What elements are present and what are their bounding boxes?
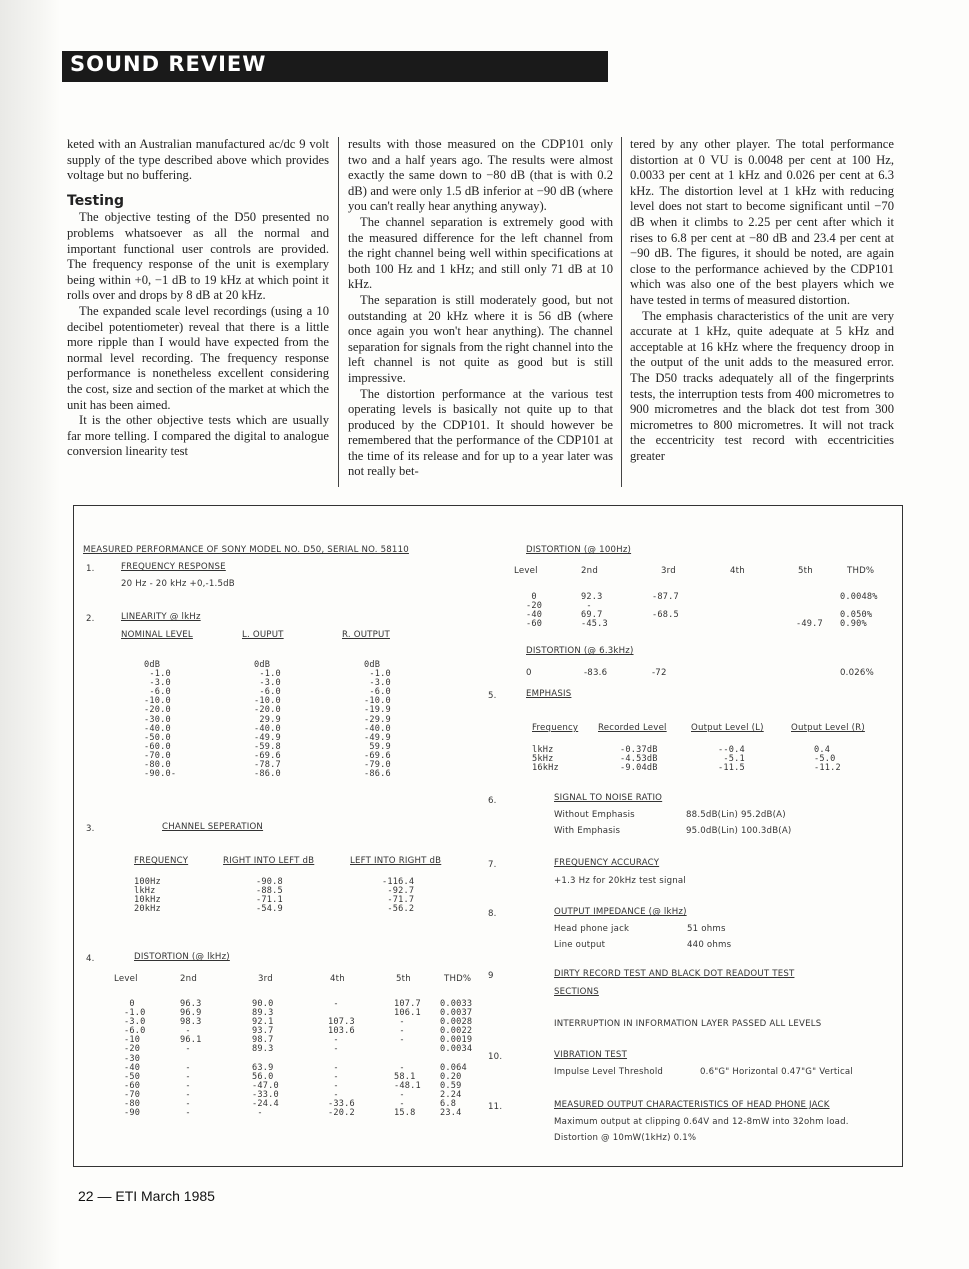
article-column-1: [67, 137, 329, 460]
separation-header-right-into-left: RIGHT INTO LEFT dB: [223, 856, 315, 866]
distortion-3rd-column: 90.0 89.3 92.1 93.7 98.7 89.3 63.9 56.0 -47.0 -33.0 -24.4 -: [252, 999, 279, 1119]
output-impedance-label-headphone: Head phone jack: [554, 924, 630, 934]
section-number: 3.: [86, 824, 95, 834]
section-number: 5.: [488, 691, 497, 701]
paragraph: The distortion performance at the various test operating levels is basically not quite up to that produced by the CDP101. It should however be remembered that the performance of the CDP101 at the time of its release and for up to a year later was not really bet-: [348, 386, 613, 479]
distortion-header-5th: 5th: [396, 974, 411, 984]
distortion-header-thd: THD%: [444, 974, 472, 984]
linearity-header-left: L. OUPUT: [242, 630, 284, 640]
linearity-left-column: 0dB -1.0 -3.0 -6.0 -10.0 -20.0 29.9 -40.0 -49.9 -59.8 -69.6 -78.7 -86.0: [254, 660, 281, 780]
distortion-header-level: Level: [114, 974, 138, 984]
channel-separation-title: CHANNEL SEPERATION: [162, 822, 264, 832]
distortion-100hz-title: DISTORTION (@ 100Hz): [526, 545, 632, 555]
separation-frequency-column: 100Hz lkHz 10kHz 20kHz: [134, 877, 161, 915]
headphone-output-line-2: Distortion @ 10mW(1kHz) 0.1%: [554, 1133, 697, 1143]
section-header-bar: [62, 51, 608, 82]
distortion-header-2nd: 2nd: [180, 974, 197, 984]
distortion-100hz-3rd-column: -87.7 -68.5: [652, 592, 679, 621]
output-impedance-title: OUTPUT IMPEDANCE (@ lkHz): [554, 907, 687, 917]
distortion-1khz-title: DISTORTION (@ lkHz): [134, 952, 230, 962]
paragraph: keted with an Australian manufactured ac/dc 9 volt supply of the type described above which provides voltage but no buffering.: [67, 137, 329, 183]
emphasis-header-output-right: Output Level (R): [791, 723, 865, 733]
signal-noise-value-with: 95.0dB(Lin) 100.3dB(A): [686, 826, 792, 836]
headphone-output-line-1: Maximum output at clipping 0.64V and 12-8mW into 32ohm load.: [554, 1117, 849, 1127]
distortion-thd-column: 0.0033 0.0037 0.0028 0.0022 0.0019 0.0034 0.064 0.20 0.59 2.24 6.8 23.4: [440, 999, 473, 1119]
distortion-100hz-level-column: 0 -20 -40 -60: [526, 592, 543, 630]
separation-header-left-into-right: LEFT INTO RIGHT dB: [350, 856, 442, 866]
dirty-record-title: DIRTY RECORD TEST AND BLACK DOT READOUT TEST: [554, 969, 795, 979]
emphasis-header-recorded: Recorded Level: [598, 723, 667, 733]
headphone-output-title: MEASURED OUTPUT CHARACTERISTICS OF HEAD PHONE JACK: [554, 1100, 830, 1110]
distortion-6khz-3rd: -72: [652, 668, 667, 678]
emphasis-output-right-column: 0.4 -5.0 -11.2: [814, 745, 841, 774]
distortion-6khz-thd: 0.026%: [840, 668, 874, 678]
page-edge-shadow: [0, 0, 60, 1269]
article-column-3: [630, 137, 894, 464]
emphasis-frequency-column: lkHz 5kHz 16kHz: [532, 745, 559, 774]
distortion-2nd-column: 96.3 96.9 98.3 - 96.1 - - - - - - -: [180, 999, 202, 1119]
column-rule: [338, 137, 339, 487]
section-number: 1.: [86, 564, 95, 574]
emphasis-output-left-column: --0.4 -5.1 -11.5: [718, 745, 745, 774]
distortion-header-3rd: 3rd: [258, 974, 273, 984]
distortion-100hz-header-thd: THD%: [847, 566, 875, 576]
distortion-100hz-header-level: Level: [514, 566, 538, 576]
distortion-100hz-header-4th: 4th: [730, 566, 745, 576]
paragraph: The expanded scale level recordings (using a 10 decibel potentiometer) reveal that there is a little more ripple than I would have expected from the normal level recording. The frequency response performance is nonetheless excellent considering the cost, size and section of the market at which the unit has been aimed.: [67, 303, 329, 412]
measured-performance-box: [73, 505, 903, 1167]
linearity-header-nominal: NOMINAL LEVEL: [121, 630, 193, 640]
linearity-title: LINEARITY @ lkHz: [121, 612, 201, 622]
box-title: MEASURED PERFORMANCE OF SONY MODEL NO. D50, SERIAL NO. 58110: [83, 545, 409, 555]
column-rule: [621, 137, 622, 487]
distortion-6khz-2nd: -83.6: [584, 668, 608, 678]
section-number: 10.: [488, 1052, 503, 1062]
subheading-testing: Testing: [67, 192, 124, 209]
signal-noise-label-without: Without Emphasis: [554, 810, 635, 820]
vibration-test-value: 0.6"G" Horizontal 0.47"G" Vertical: [700, 1067, 853, 1077]
separation-header-frequency: FREQUENCY: [134, 856, 189, 866]
article-column-2: [348, 137, 613, 480]
emphasis-header-frequency: Frequency: [532, 723, 579, 733]
emphasis-title: EMPHASIS: [526, 689, 572, 699]
frequency-accuracy-title: FREQUENCY ACCURACY: [554, 858, 660, 868]
distortion-100hz-5th-column: -49.7: [796, 619, 823, 630]
separation-rl-column: -90.8 -88.5 -71.1 -54.9: [256, 877, 283, 915]
section-number: 8.: [488, 909, 497, 919]
distortion-100hz-thd-column: 0.0048% 0.050% 0.90%: [840, 592, 878, 630]
paragraph: tered by any other player. The total performance distortion at 0 VU is 0.0048 per cent at 100 Hz, 0.0033 per cent at 1 kHz and 0.026 per cent at 6.3 kHz. The distortion level at 1 kHz with reducing level does not start to become significant until −70 dB when it climbs to 2.25 per cent after which it rises to 6.8 per cent at −80 dB and 23.4 per cent at −90 dB. The figures, it should be noted, are again close to the performance achieved by the CDP101 which was also one of the best players which we have tested in terms of measured distortion.: [630, 137, 894, 307]
distortion-6khz-level: 0: [526, 668, 532, 678]
section-number: 11.: [488, 1102, 503, 1112]
distortion-6khz-title: DISTORTION (@ 6.3kHz): [526, 646, 634, 656]
output-impedance-label-line: Line output: [554, 940, 606, 950]
section-number: 4.: [86, 954, 95, 964]
distortion-100hz-header-3rd: 3rd: [661, 566, 676, 576]
emphasis-recorded-column: -0.37dB -4.53dB -9.04dB: [620, 745, 658, 774]
distortion-5th-column: 107.7 106.1 - - - - 58.1 -48.1 - - 15.8: [394, 999, 421, 1119]
frequency-response-title: FREQUENCY RESPONSE: [121, 562, 226, 572]
linearity-header-right: R. OUTPUT: [342, 630, 390, 640]
distortion-4th-column: - 107.3 103.6 - - - - - - -33.6 -20.2: [328, 999, 355, 1119]
section-number: 6.: [488, 796, 497, 806]
section-number: 2.: [86, 614, 95, 624]
distortion-header-4th: 4th: [330, 974, 345, 984]
linearity-right-column: 0dB -1.0 -3.0 -6.0 -10.0 -19.9 -29.9 -40.0 -49.9 59.9 -69.6 -79.0 -86.6: [364, 660, 391, 780]
emphasis-header-output-left: Output Level (L): [691, 723, 764, 733]
paragraph: The objective testing of the D50 presented no problems whatsoever as all the normal and important functional user controls are provided. The frequency response of the unit is exemplary being within +0, −1 dB to 19 kHz at which point it rolls over and drops by 8 dB at 20 kHz.: [67, 210, 329, 303]
paragraph: The channel separation is extremely good with the measured difference for the left channel from the right channel being well within specifications at both 100 Hz and 1 kHz; and still only 71 dB at 10 kHz.: [348, 214, 613, 292]
paragraph: It is the other objective tests which are usually far more telling. I compared the digital to analogue conversion linearity test: [67, 413, 329, 459]
output-impedance-value-headphone: 51 ohms: [687, 924, 726, 934]
distortion-100hz-header-5th: 5th: [798, 566, 813, 576]
signal-noise-value-without: 88.5dB(Lin) 95.2dB(A): [686, 810, 786, 820]
page-footer: 22 — ETI March 1985: [78, 1188, 215, 1204]
distortion-100hz-2nd-column: 92.3 - 69.7 -45.3: [581, 592, 608, 630]
dirty-record-title-line2: SECTIONS: [554, 987, 599, 997]
vibration-test-label: Impulse Level Threshold: [554, 1067, 664, 1077]
paragraph: The emphasis characteristics of the unit are very accurate at 1 kHz, quite adequate at 5 kHz and acceptable at 16 kHz where the frequency droop in the output of the unit adds to the measured error. The D50 tracks adequately all of the fingerprints tests, the interruption tests from 400 micrometres to 900 micrometres and the black dot test from 300 micrometres to 800 micrometres. It will not track the eccentricity test record with eccentricities greater: [630, 308, 894, 463]
vibration-test-title: VIBRATION TEST: [554, 1050, 628, 1060]
section-number: 9: [488, 971, 494, 981]
output-impedance-value-line: 440 ohms: [687, 940, 732, 950]
distortion-level-column: 0 -1.0 -3.0 -6.0 -10 -20 -30 -40 -50 -60 -70 -80 -90: [124, 999, 146, 1119]
linearity-nominal-column: 0dB -1.0 -3.0 -6.0 -10.0 -20.0 -30.0 -40.0 -50.0 -60.0 -70.0 -80.0 -90.0-: [144, 660, 177, 780]
dirty-record-value: INTERRUPTION IN INFORMATION LAYER PASSED ALL LEVELS: [554, 1019, 822, 1029]
frequency-accuracy-value: +1.3 Hz for 20kHz test signal: [554, 876, 686, 886]
section-header-title: SOUND REVIEW: [70, 52, 267, 76]
signal-noise-title: SIGNAL TO NOISE RATIO: [554, 793, 663, 803]
distortion-100hz-header-2nd: 2nd: [581, 566, 598, 576]
separation-lr-column: -116.4 -92.7 -71.7 -56.2: [382, 877, 415, 915]
paragraph: results with those measured on the CDP101 only two and a half years ago. The results were almost exactly the same down to −80 dB (that is with 0.2 dB) and were only 1.5 dB inferior at −90 dB (where you can't really hear anything anyway).: [348, 137, 613, 214]
frequency-response-value: 20 Hz - 20 kHz +0,-1.5dB: [121, 579, 235, 589]
section-number: 7.: [488, 860, 497, 870]
paragraph: The separation is still moderately good, but not outstanding at 20 kHz where it is 56 dB (where once again you won't hear anything). The channel separation for signals from the right channel into the left channel is not quite as good but is still impressive.: [348, 292, 613, 385]
signal-noise-label-with: With Emphasis: [554, 826, 621, 836]
